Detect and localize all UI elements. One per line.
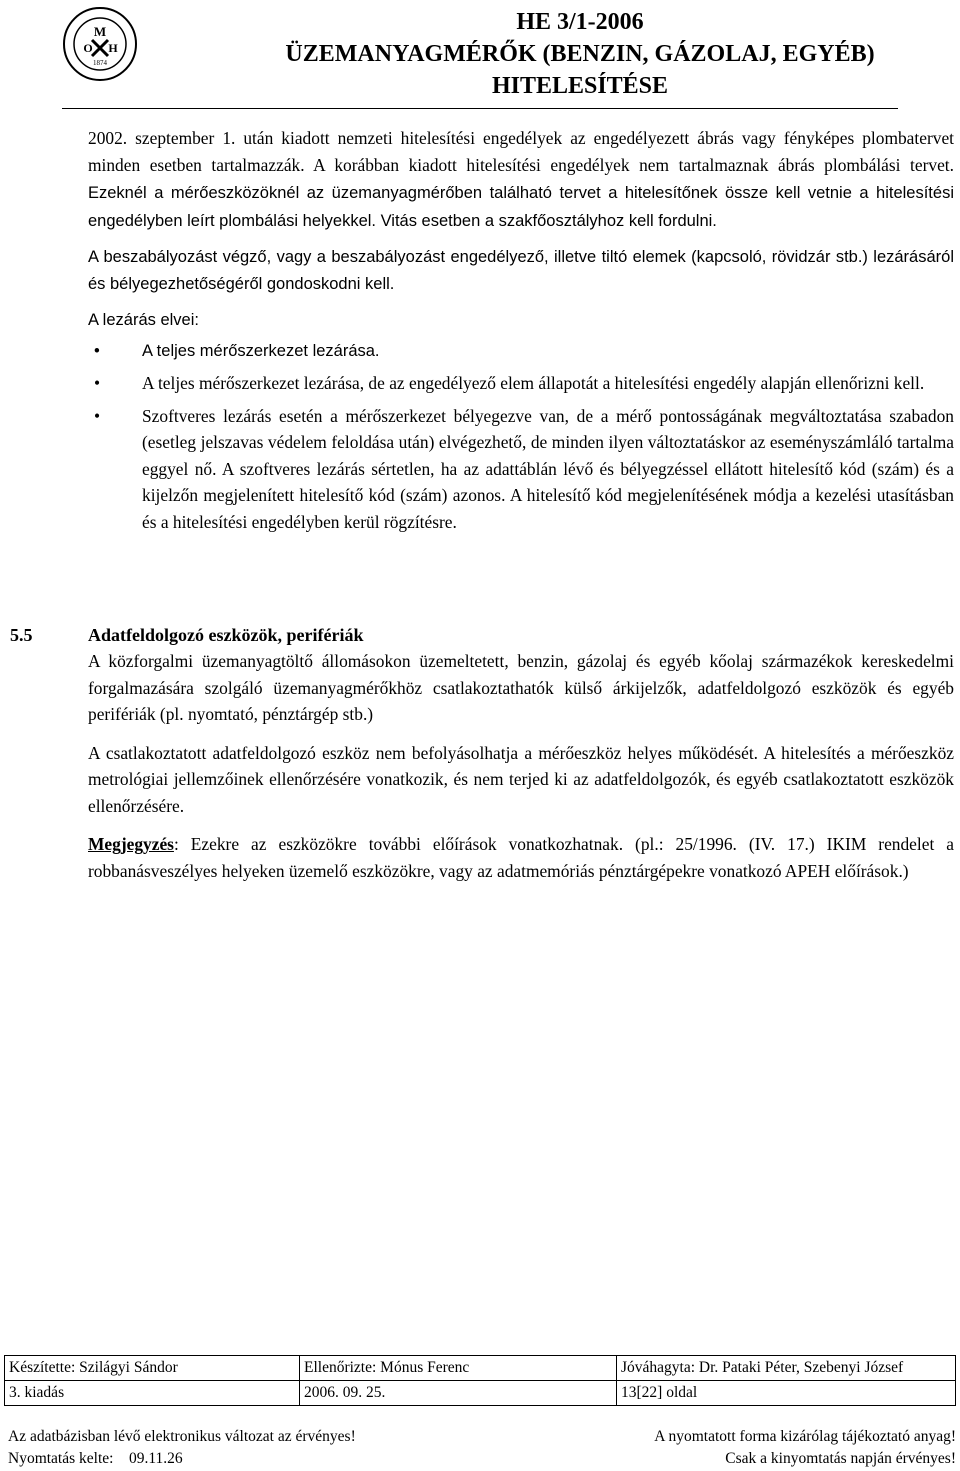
- note-text: : Ezekre az eszközökre további előírások vonatkozhatnak. (pl.: 25/1996. (IV. 17.) IKIM rendelet a robbanásveszélyes helyeken üzemelő eszközökre, vagy az adatmemóriás pénztárgépekre vonatkozó APEH előírások.): [88, 834, 954, 881]
- svg-text:O: O: [83, 41, 93, 55]
- footer-approver: Jóváhagyta: Dr. Pataki Péter, Szebenyi József: [617, 1356, 956, 1381]
- section-heading: [10, 622, 363, 648]
- section-title: Adatfeldolgozó eszközök, perifériák: [88, 625, 364, 645]
- table-row: [5, 1356, 956, 1381]
- footer-edition: 3. kiadás: [5, 1381, 300, 1406]
- paragraph-beszabalyozas: A beszabályozást végző, vagy a beszabályozást engedélyező, illetve tiltó elemek (kapcsoló, rövidzár stb.) lezárásáról és bélyegezhetőségéről gondoskodni kell.: [88, 248, 954, 293]
- svg-text:1874: 1874: [93, 59, 107, 67]
- paragraph-plomba: [88, 125, 954, 234]
- principles-title: A lezárás elvei:: [88, 311, 199, 329]
- footer-author: Készítette: Szilágyi Sándor: [5, 1356, 300, 1381]
- list-item: • A teljes mérőszerkezet lezárása, de az engedélyező elem állapotát a hitelesítési engedély alapján ellenőrizni kell.: [88, 370, 954, 397]
- section-paragraph-2: A csatlakoztatott adatfeldolgozó eszköz nem befolyásolhatja a mérőeszköz helyes működését. A hitelesítés a mérőeszköz metrológiai jellemzőinek ellenőrzésére vonatkozik, és nem terjed ki az adatfeldolgozók, és egyéb csatlakoztatott eszközök ellenőrzésére.: [88, 742, 954, 816]
- document-title-block: [200, 6, 960, 102]
- document-code: HE 3/1-2006: [516, 9, 644, 35]
- footer-validity-right: A nyomtatott forma kizárólag tájékoztató anyag!: [654, 1428, 956, 1445]
- paragraph-plomba-part2: Ezeknél a mérőeszközöknél az üzemanyagmérőben található tervet a hitelesítőnek össze kell vetnie a hitelesítési engedélyben leírt plombálási helyekkel. Vitás esetben a szakfőosztályhoz kell fordulni.: [88, 184, 954, 230]
- note-label: Megjegyzés: [88, 834, 174, 854]
- footer-date: 2006. 09. 25.: [300, 1381, 617, 1406]
- footer-print-date: Nyomtatás kelte: 09.11.26: [8, 1450, 183, 1467]
- list-item: • A teljes mérőszerkezet lezárása.: [88, 338, 954, 365]
- main-text: [88, 125, 954, 541]
- document-subtitle: HITELESÍTÉSE: [491, 73, 669, 99]
- svg-text:H: H: [108, 41, 118, 55]
- note-paragraph: [88, 831, 954, 884]
- section-number: 5.5: [10, 625, 33, 645]
- footer-print-validity: Csak a kinyomtatás napján érvényes!: [725, 1450, 956, 1467]
- footer-table: [4, 1355, 956, 1406]
- list-item: • Szoftveres lezárás esetén a mérőszerkezet bélyegezve van, de a mérő pontosságának megváltoztatása szabadon (esetleg jelszavas védelem feloldása után) elvégezhető, de minden ilyen változtatáskor az eseményszámláló tartalma eggyel nő. A szoftveres lezárás sértetlen, ha az adattáblán lévő és bélyegzéssel ellátott hitelesítő kód (szám) és a kijelzőn megjelenített hitelesítő kód (szám) azonos. A hitelesítő kód megjelenítésének módja a kezelési utasításban és a hitelesítési engedélyben kerül rögzítésre.: [88, 403, 954, 536]
- footer-checker: Ellenőrizte: Mónus Ferenc: [300, 1356, 617, 1381]
- document-title: ÜZEMANYAGMÉRŐK (BENZIN, GÁZOLAJ, EGYÉB): [285, 41, 875, 67]
- header-divider: [62, 108, 898, 109]
- omh-logo: [62, 6, 138, 82]
- svg-text:M: M: [93, 24, 107, 39]
- footer-page: 13[22] oldal: [617, 1381, 956, 1406]
- principles-list: [88, 338, 954, 536]
- page-header: [0, 0, 960, 110]
- paragraph-plomba-part1: 2002. szeptember 1. után kiadott nemzeti hitelesítési engedélyek az engedélyezett ábrás vagy fényképes plombatervet minden esetben tartalmazzák. A korábban kiadott hitelesítési engedélyek nem tartalmaznak ábrás plombálási tervet.: [88, 128, 954, 175]
- table-row: [5, 1381, 956, 1406]
- section-text: [88, 648, 954, 896]
- footer-validity-left: Az adatbázisban lévő elektronikus változat az érvényes!: [8, 1428, 356, 1445]
- section-paragraph-1: A közforgalmi üzemanyagtöltő állomásokon üzemeltetett, benzin, gázolaj és egyéb kőolaj származékok kereskedelmi forgalmazására szolgáló üzemanyagmérőkhöz csatlakoztathatók külső árkijelzők, adatfeldolgozó eszközök és egyéb perifériák (pl. nyomtató, pénztárgép stb.): [88, 651, 954, 724]
